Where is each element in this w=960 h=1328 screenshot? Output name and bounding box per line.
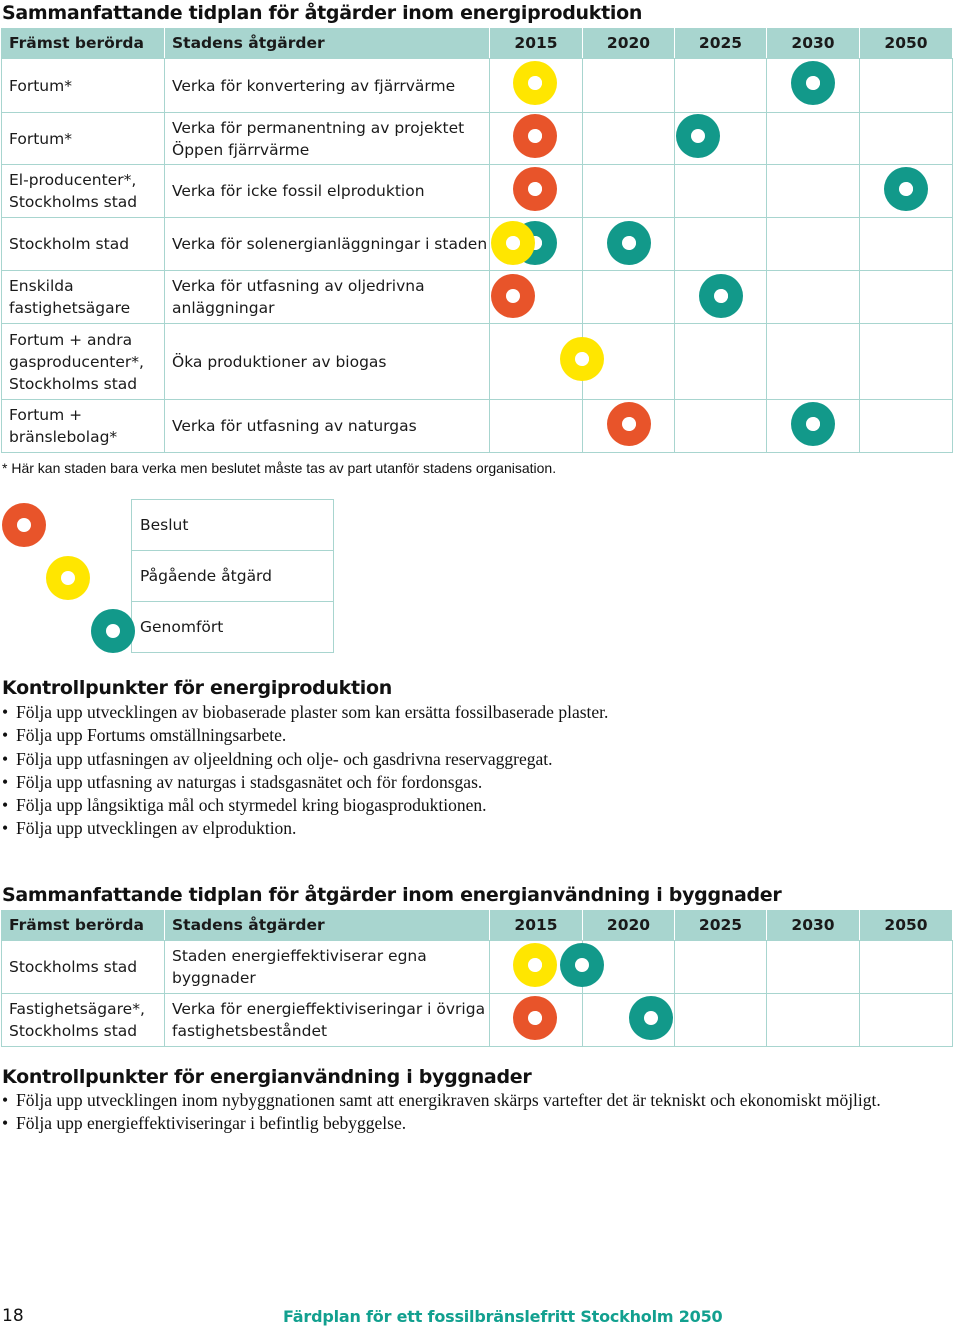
legend-done-label: Genomfört (132, 602, 334, 653)
list-item: • Följa upp energieffektiviseringar i befintlig bebyggelse. (2, 1112, 881, 1135)
checkpoints1-list (2, 701, 608, 841)
action-cell: Verka för energieffektiviseringar i övriga fastighetsbeståndet (165, 994, 490, 1047)
header-year: 2050 (860, 28, 953, 59)
table-row (2, 271, 953, 324)
header-actions: Stadens åtgärder (165, 28, 490, 59)
footnote: * Här kan staden bara verka men beslutet måste tas av part utanför stadens organisation. (2, 460, 557, 476)
header-year: 2030 (767, 28, 860, 59)
header-year: 2020 (583, 28, 675, 59)
table-row (2, 941, 953, 994)
list-item: • Följa upp utfasning av naturgas i stadsgasnätet och för fordonsgas. (2, 771, 608, 794)
legend (1, 499, 334, 653)
action-cell: Öka produktioner av biogas (165, 324, 490, 400)
affected-cell: Fortum + andra gasproducenter*, Stockholms stad (2, 324, 165, 400)
header-affected: Främst berörda (2, 910, 165, 941)
action-cell: Verka för konvertering av fjärrvärme (165, 59, 490, 113)
list-item: • Följa upp utvecklingen av elproduktion. (2, 817, 608, 840)
list-item: • Följa upp långsiktiga mål och styrmedel kring biogasproduktionen. (2, 794, 608, 817)
table-row (2, 113, 953, 165)
table-row (2, 59, 953, 113)
action-cell: Verka för utfasning av naturgas (165, 400, 490, 453)
checkpoints2-list (2, 1089, 881, 1136)
timeline-table-energy-production (1, 27, 953, 453)
header-affected: Främst berörda (2, 28, 165, 59)
page-number: 18 (2, 1306, 24, 1326)
list-item: • Följa upp utvecklingen inom nybyggnationen samt att energikraven skärps vartefter det är tekniskt och ekonomiskt möjligt. (2, 1089, 881, 1112)
affected-cell: Fortum* (2, 113, 165, 165)
table-row (2, 994, 953, 1047)
checkpoints1-title: Kontrollpunkter för energiproduktion (2, 677, 392, 699)
affected-cell: Stockholm stad (2, 218, 165, 271)
affected-cell: Stockholms stad (2, 941, 165, 994)
header-actions: Stadens åtgärder (165, 910, 490, 941)
legend-decision-label: Beslut (132, 500, 334, 551)
header-year: 2015 (490, 910, 583, 941)
header-year: 2020 (583, 910, 675, 941)
action-cell: Verka för utfasning av oljedrivna anläggningar (165, 271, 490, 324)
section2-title: Sammanfattande tidplan för åtgärder inom energianvändning i byggnader (2, 884, 782, 906)
header-year: 2030 (767, 910, 860, 941)
list-item: • Följa upp Fortums omställningsarbete. (2, 724, 608, 747)
list-item: • Följa upp utvecklingen av biobaserade plaster som kan ersätta fossilbaserade plaster. (2, 701, 608, 724)
header-year: 2050 (860, 910, 953, 941)
affected-cell: Enskilda fastighetsägare (2, 271, 165, 324)
action-cell: Verka för permanentning av projektet Öppen fjärrvärme (165, 113, 490, 165)
action-cell: Verka för solenergianläggningar i staden (165, 218, 490, 271)
footer-title: Färdplan för ett fossilbränslefritt Stockholm 2050 (283, 1307, 723, 1326)
checkpoints2-title: Kontrollpunkter för energianvändning i byggnader (2, 1066, 532, 1088)
affected-cell: Fortum* (2, 59, 165, 113)
section1-title: Sammanfattande tidplan för åtgärder inom energiproduktion (2, 2, 643, 24)
header-year: 2015 (490, 28, 583, 59)
list-item: • Följa upp utfasningen av oljeeldning och olje- och gasdrivna reservaggregat. (2, 748, 608, 771)
action-cell: Staden energieffektiviserar egna byggnader (165, 941, 490, 994)
header-year: 2025 (675, 28, 767, 59)
affected-cell: Fastighetsägare*, Stockholms stad (2, 994, 165, 1047)
affected-cell: Fortum + bränslebolag* (2, 400, 165, 453)
table-row (2, 400, 953, 453)
table-row (2, 324, 953, 400)
table-row (2, 165, 953, 218)
affected-cell: El-producenter*, Stockholms stad (2, 165, 165, 218)
legend-ongoing-label: Pågående åtgärd (132, 551, 334, 602)
timeline-table-buildings (1, 909, 953, 1047)
table-row (2, 218, 953, 271)
header-year: 2025 (675, 910, 767, 941)
action-cell: Verka för icke fossil elproduktion (165, 165, 490, 218)
